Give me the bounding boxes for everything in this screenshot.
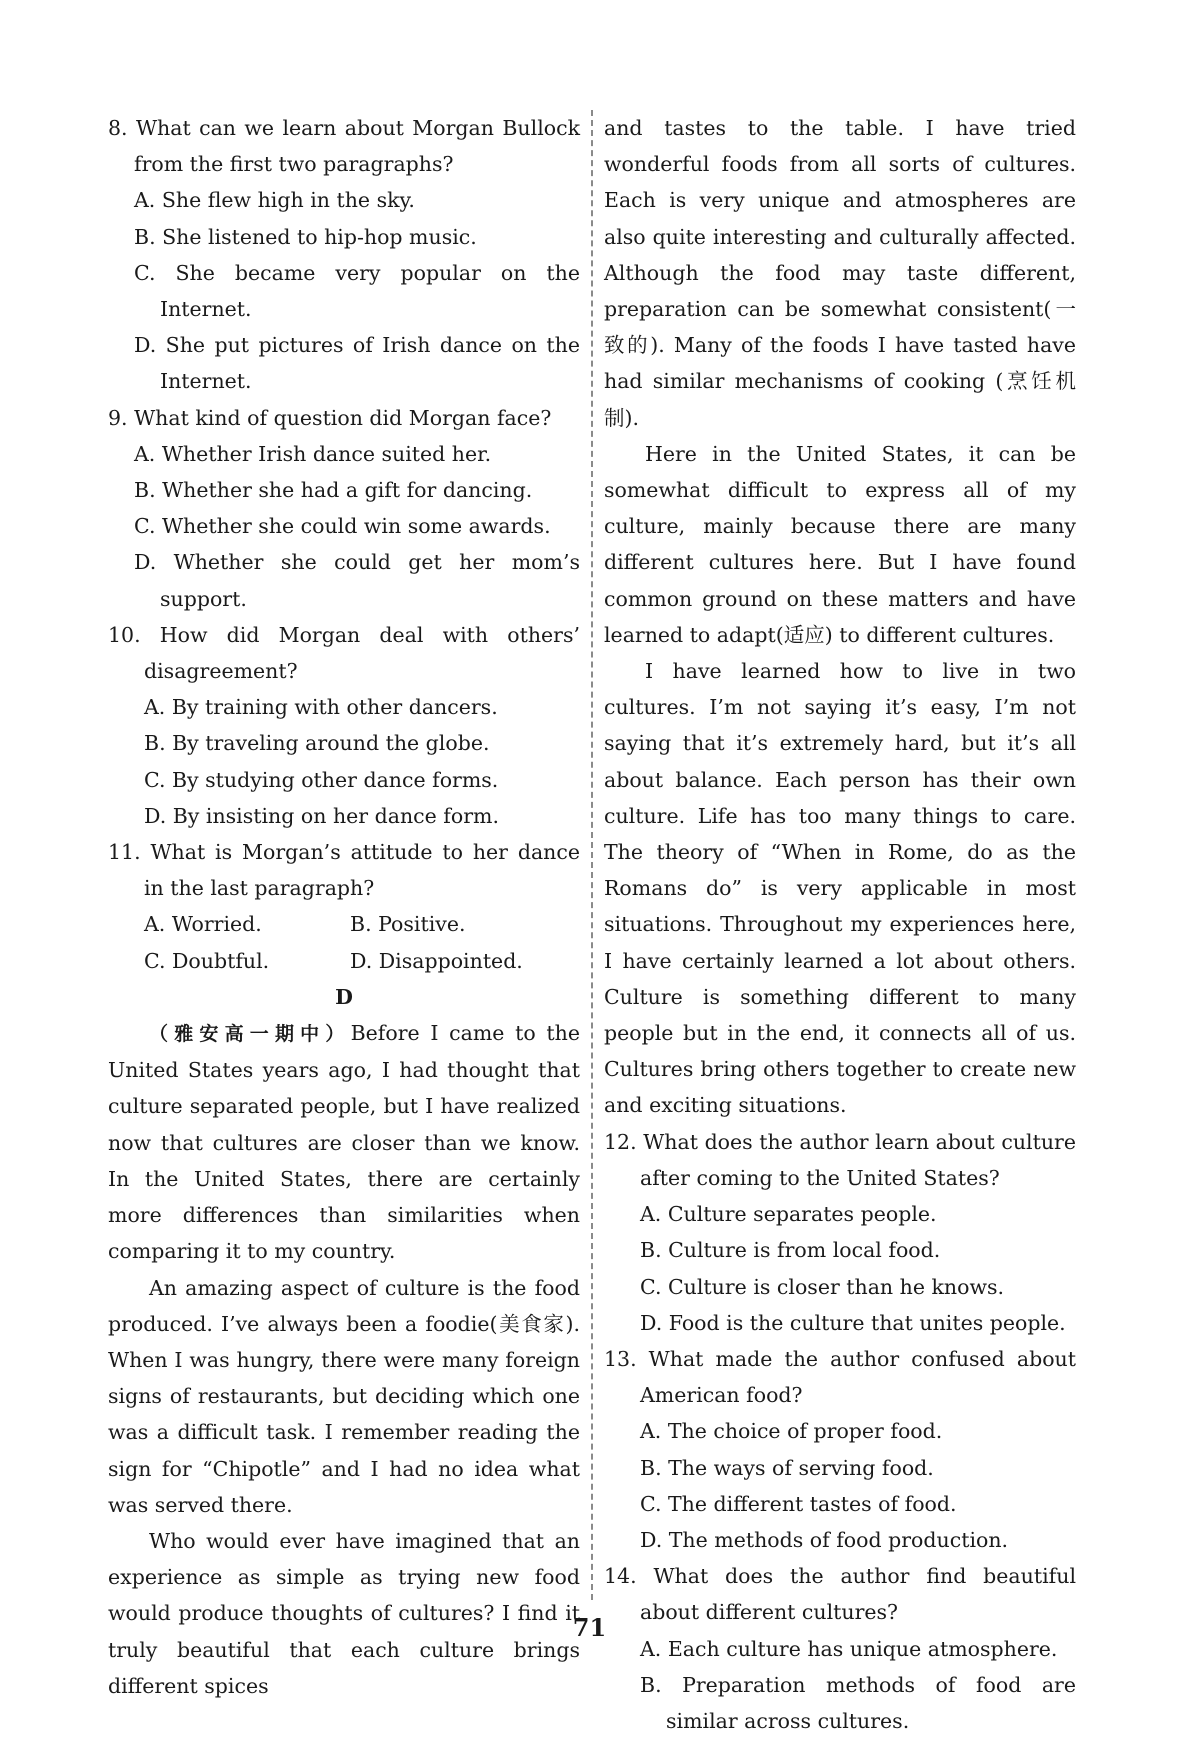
question-stem: 8. What can we learn about Morgan Bullock from the first two paragraphs? [108, 116, 580, 177]
option-a: A. Worried. [144, 912, 262, 937]
option-a: A. Each culture has unique atmosphere. [640, 1636, 1058, 1661]
question-stem: 14. What does the author find beautiful about different cultures? [604, 1564, 1076, 1625]
option-list [604, 1631, 1076, 1739]
passage-paragraph-5: I have learned how to live in two cultures. I’m not saying it’s easy, I’m not saying that it’s extremely hard, but it’s all about balance. Each person has their own culture. Life has too many things to care. The theory of “When in Rome, do as the Romans do” is very applicable in most situations. Throughout my experiences here, I have certainly learned a lot about others. Culture is something different to many people but in the end, it connects all of us. Cultures bring others together to create new and exciting situations. [604, 659, 1076, 1118]
option-d: D. The methods of food production. [640, 1527, 1009, 1552]
question-stem: 10. How did Morgan deal with others’ disagreement? [108, 622, 580, 684]
paragraph-text: Before I came to the United States years ago, I had thought that culture separated people, but I have realized now that cultures are closer than we know. In the United States, there are certainly more differences than similarities when comparing it to my country. [108, 1021, 580, 1264]
option-c: C. By studying other dance forms. [144, 767, 499, 792]
option-grid [108, 906, 580, 978]
option-a: A. Whether Irish dance suited her. [134, 441, 492, 466]
passage-paragraph-2: An amazing aspect of culture is the food produced. I’ve always been a foodie(美食家). When I was hungry, there were many foreign signs of restaurants, but deciding which one was a difficult task. I remember reading the sign for “Chipotle” and I had no idea what was served there. [108, 1275, 580, 1517]
right-column [604, 110, 1076, 1739]
option-a: A. Culture separates people. [640, 1202, 937, 1227]
option-b: B. Positive. [350, 912, 466, 937]
question-stem: 11. What is Morgan’s attitude to her dance in the last paragraph? [108, 840, 580, 901]
option-d: D. Food is the culture that unites people. [640, 1310, 1066, 1335]
question-9 [108, 400, 580, 617]
option-b: B. Preparation methods of food are similar across cultures. [640, 1672, 1076, 1733]
passage-source: （雅安高一期中） [149, 1023, 351, 1046]
page-number: 71 [572, 1613, 607, 1642]
option-b: B. Whether she had a gift for dancing. [134, 478, 533, 503]
column-divider [591, 110, 593, 1600]
passage-paragraph-3-continued: and tastes to the table. I have tried wonderful foods from all sorts of cultures. Each is very unique and atmospheres are also quite interesting and culturally affected. Although the food may taste different, preparation can be somewhat consistent(一致的). Many of the foods I have tasted have had similar mechanisms of cooking (烹饪机制). [604, 116, 1076, 430]
option-list [604, 1196, 1076, 1341]
passage-paragraph-1 [108, 1015, 580, 1269]
option-a: A. She flew high in the sky. [134, 188, 415, 213]
question-13 [604, 1341, 1076, 1558]
option-c: C. Culture is closer than he knows. [640, 1274, 1005, 1299]
question-12 [604, 1124, 1076, 1341]
question-14 [604, 1558, 1076, 1739]
option-b: B. She listened to hip-hop music. [134, 224, 477, 249]
option-list [108, 689, 580, 834]
question-stem: 9. What kind of question did Morgan face? [108, 405, 552, 430]
option-d: D. She put pictures of Irish dance on the Internet. [134, 333, 580, 394]
option-c: C. The different tastes of food. [640, 1491, 957, 1516]
option-d: D. Disappointed. [350, 948, 523, 973]
question-stem: 12. What does the author learn about culture after coming to the United States? [604, 1129, 1076, 1190]
left-column [108, 110, 580, 1704]
passage-paragraph-4: Here in the United States, it can be somewhat difficult to express all of my culture, mainly because there are many different cultures here. But I have found common ground on these matters and have learned to adapt(适应) to different cultures. [604, 441, 1076, 647]
option-c: C. Whether she could win some awards. [134, 514, 551, 539]
option-list [604, 1413, 1076, 1558]
question-10 [108, 617, 580, 834]
option-d: D. Whether she could get her mom’s support. [134, 550, 580, 611]
option-list [108, 436, 580, 617]
question-11 [108, 834, 580, 979]
option-c: C. She became very popular on the Internet. [134, 260, 580, 322]
option-a: A. The choice of proper food. [640, 1419, 943, 1444]
option-a: A. By training with other dancers. [144, 695, 498, 720]
question-8 [108, 110, 580, 400]
option-b: B. Culture is from local food. [640, 1238, 941, 1263]
option-b: B. The ways of serving food. [640, 1455, 934, 1480]
option-d: D. By insisting on her dance form. [144, 803, 499, 828]
section-heading: D [335, 984, 353, 1009]
passage-paragraph-3: Who would ever have imagined that an experience as simple as trying new food would produce thoughts of cultures? I find it truly beautiful that each culture brings different spices [108, 1528, 580, 1698]
option-b: B. By traveling around the globe. [144, 731, 490, 756]
option-c: C. Doubtful. [144, 948, 270, 973]
option-list [108, 182, 580, 399]
question-stem: 13. What made the author confused about American food? [604, 1346, 1076, 1408]
